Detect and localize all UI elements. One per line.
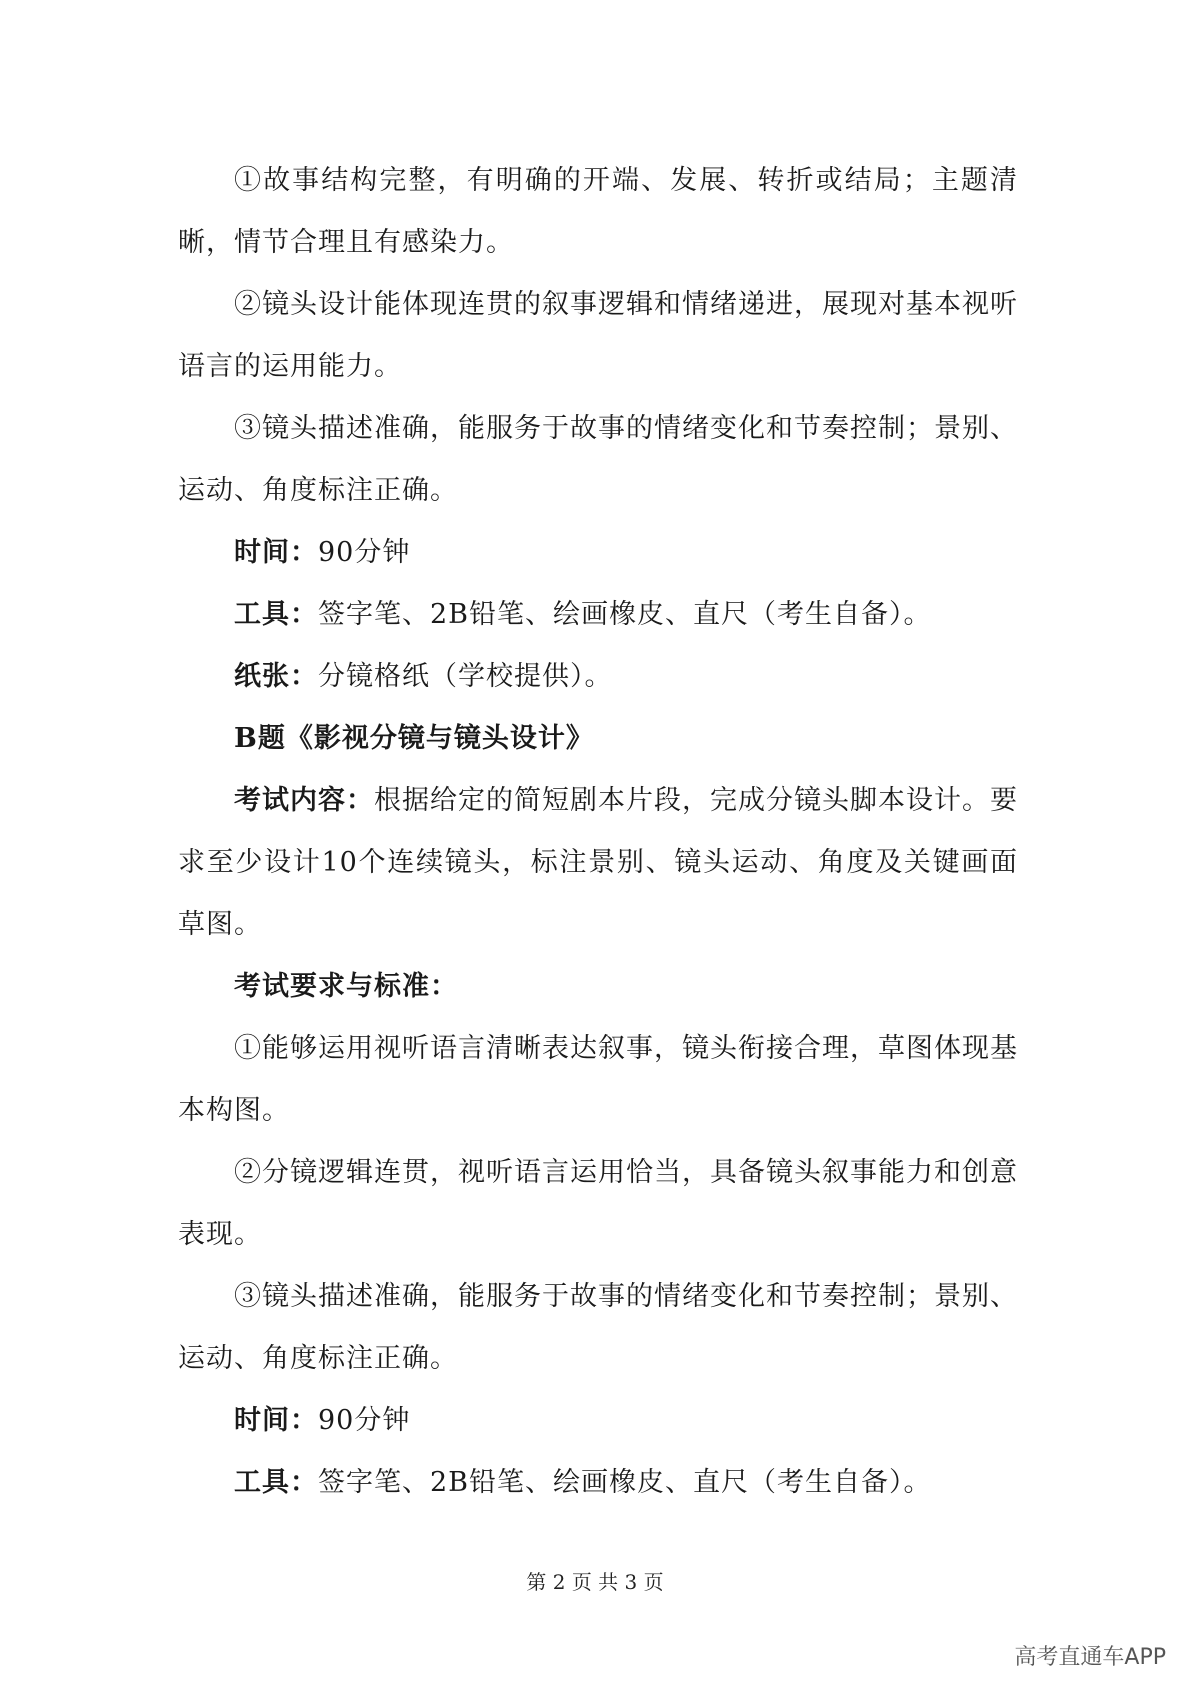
content-label: 考试内容：: [234, 785, 374, 816]
b-tools-line: [178, 1452, 1018, 1514]
tools-line: [178, 584, 1018, 646]
paper-line: [178, 646, 1018, 708]
time-line: [178, 522, 1018, 584]
b-criterion-3: ③镜头描述准确，能服务于故事的情绪变化和节奏控制；景别、运动、角度标注正确。: [178, 1281, 1018, 1374]
document-body: [178, 150, 1018, 1514]
criterion-2: ②镜头设计能体现连贯的叙事逻辑和情绪递进，展现对基本视听语言的运用能力。: [178, 289, 1018, 382]
b-time-label: 时间：: [234, 1405, 318, 1436]
b-criterion-1: ①能够运用视听语言清晰表达叙事，镜头衔接合理，草图体现基本构图。: [178, 1033, 1018, 1126]
b-time-value: 90分钟: [318, 1405, 411, 1436]
tools-value: 签字笔、2B铅笔、绘画橡皮、直尺（考生自备）。: [318, 599, 932, 630]
paper-value: 分镜格纸（学校提供）。: [318, 661, 613, 692]
watermark: 高考直通车APP: [1014, 1645, 1166, 1670]
b-tools-value: 签字笔、2B铅笔、绘画橡皮、直尺（考生自备）。: [318, 1467, 932, 1498]
section-b-title: B题《影视分镜与镜头设计》: [234, 723, 594, 754]
tools-label: 工具：: [234, 599, 318, 630]
criterion-3: ③镜头描述准确，能服务于故事的情绪变化和节奏控制；景别、运动、角度标注正确。: [178, 413, 1018, 506]
requirements-heading: 考试要求与标准：: [234, 971, 458, 1002]
b-time-line: [178, 1390, 1018, 1452]
exam-content: [178, 770, 1018, 956]
content-value: 根据给定的简短剧本片段，完成分镜头脚本设计。要求至少设计10个连续镜头，标注景别、镜头运动、角度及关键画面草图。: [178, 785, 1018, 940]
b-criterion-2: ②分镜逻辑连贯，视听语言运用恰当，具备镜头叙事能力和创意表现。: [178, 1157, 1018, 1250]
b-tools-label: 工具：: [234, 1467, 318, 1498]
page-footer: 第 2 页 共 3 页: [526, 1570, 664, 1594]
time-value: 90分钟: [318, 537, 411, 568]
criterion-1: ①故事结构完整，有明确的开端、发展、转折或结局；主题清晰，情节合理且有感染力。: [178, 165, 1018, 258]
paper-label: 纸张：: [234, 661, 318, 692]
time-label: 时间：: [234, 537, 318, 568]
